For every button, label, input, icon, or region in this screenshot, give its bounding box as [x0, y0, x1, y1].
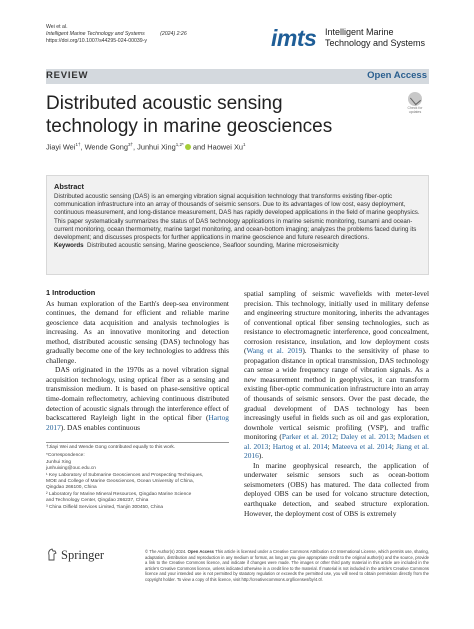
body-text: DAS originated in the 1970s as a novel vibration signal acquisition technology, using optical fiber as a sensing and transmission medium. It is based on phase-sensitive optical time-domain reflectometry, achieving continuous distributed detection of acoustic signals through the interference effect of backscattered Rayleigh light in the optical fiber (: [46, 365, 229, 423]
body-text: ).: [258, 451, 264, 461]
header-volume: (2024) 2:26: [160, 31, 187, 37]
body-text: ). Thanks to the sensitivity of phase to propagation distance in optical transmission, DAS technology can sense a wide frequency range of vibration signals. As a new measurement method in geophysics, it can transform existing fiber-optic communication infrastructure into an array of thousands of seismic sensors. Over the past decade, the gradual development of DAS technology has been increasingly useful in fields such as oil and gas exploration, downhole vertical seismic profiling (VSP), and traffic monitoring (: [244, 346, 429, 442]
body-paragraph: [244, 289, 429, 461]
author-name[interactable]: Junhui Xing: [137, 142, 176, 152]
body-paragraph: [46, 365, 229, 432]
check-for-updates-label-line1: Check for: [407, 106, 423, 110]
citation-separator: ;: [393, 432, 398, 442]
citation-link[interactable]: Wang et al. 2019: [246, 346, 303, 356]
header-authors: Wei et al.: [46, 24, 68, 30]
footnote-correspondence-name: Junhui Xing: [46, 459, 72, 465]
footnote-affiliation: and Technology Center, Qingdao 266237, China: [46, 498, 149, 504]
body-paragraph: As human exploration of the Earth's deep-sea environment continues, the demand for efficient and reliable marine geoscience data acquisition and analysis technologies is increasing. As an innovative monitoring and detection method, distributed acoustic sensing (DAS) technology has gradually become one of the key technologies to address this challenge.: [46, 298, 229, 365]
author-conjunction: and: [192, 142, 206, 152]
footnotes: [46, 442, 229, 511]
citation-link[interactable]: Hartog et al. 2014: [272, 441, 328, 451]
check-for-updates-icon: [408, 92, 422, 106]
section-heading-introduction: 1 Introduction: [46, 288, 96, 297]
author-affiliation: 1: [243, 142, 246, 147]
footnote-affiliation: Qingdao 266100, China: [46, 485, 97, 491]
running-header: [46, 24, 187, 45]
publisher-logo: [46, 548, 136, 562]
citation-link[interactable]: Parker et al. 2012: [281, 432, 337, 442]
keywords-list: Distributed acoustic sensing, Marine geoscience, Seafloor sounding, Marine microseismicity: [87, 242, 339, 250]
header-doi-link[interactable]: https://doi.org/10.1007/s44295-024-00039-y: [46, 38, 147, 44]
license-open-access: Open Access: [187, 549, 215, 554]
article-type-banner: [46, 69, 429, 84]
abstract-box: [46, 175, 429, 275]
footnote-affiliation: MOE and College of Marine Geosciences, Ocean University of China,: [46, 479, 194, 485]
author-name[interactable]: Jiayi Wei: [46, 142, 76, 152]
citation-separator: ;: [268, 441, 273, 451]
body-text: spatial sampling of seismic wavefields with meter-level precision. This technology, initially used in military defense and engineering structure monitoring, inherits the advantages of conventional optical fiber sensing technologies, such as resistance to electromagnetic interference, good concealment, corrosion resistance, insulation, and low deployment costs (: [244, 289, 429, 356]
header-journal-row: [46, 31, 187, 38]
springer-horse-icon: [46, 548, 58, 561]
author-separator: ,: [80, 142, 83, 152]
citation-separator: ;: [391, 441, 397, 451]
header-journal: Intelligent Marine Technology and Systems: [46, 31, 145, 37]
citation-separator: ;: [336, 432, 341, 442]
journal-logo: [271, 25, 439, 53]
journal-logo-name: [325, 27, 425, 49]
journal-logo-name-line1: Intelligent Marine: [325, 27, 394, 37]
citation-link[interactable]: Hartog 2017: [46, 413, 229, 432]
footnote-equal-contribution: †Jiayi Wei and Wende Gong contributed equally to this work.: [46, 445, 176, 450]
keywords-label: Keywords: [54, 242, 84, 250]
article-type-label: REVIEW: [46, 70, 89, 81]
footnote-correspondence-email[interactable]: junhuixing@ouc.edu.cn: [46, 466, 96, 472]
abstract-heading: Abstract: [54, 182, 84, 191]
body-paragraph: In marine geophysical research, the application of underwater seismic sensors such as ocean-bottom seismometers (OBS) has matured. The data collected from deployed OBS can be used for volcano structure detection, earthquake detection, and seabed structure exploration. However, the deployment cost of OBS is extremely: [244, 460, 429, 518]
author-name[interactable]: Haowei Xu: [207, 142, 243, 152]
body-column-right: [244, 289, 429, 518]
orcid-icon[interactable]: [185, 144, 191, 150]
citation-separator: ;: [327, 441, 332, 451]
abstract-text: Distributed acoustic sensing (DAS) is an emerging vibration signal acquisition technology that transforms existing fiber-optic communication infrastructure into an array of thousands of seismic sensors. Due to its advantages of low cost, easy deployment, continuous measurement, and long-distance measurement, DAS has rapidly developed applications in the field of marine geophysics. This paper systematically summarizes the status of DAS technology applications in marine seismic monitoring, tsunami and ocean-current monitoring, ocean thermometry, marine target monitoring, and ocean-bottom imaging; analyzes the problems faced during its development; and discusses prospects for further applications in marine geoscience and future research directions.: [54, 193, 420, 242]
author-name[interactable]: Wende Gong: [84, 142, 128, 152]
check-for-updates-button[interactable]: [404, 92, 426, 116]
license-body: This article is licensed under a Creative Commons Attribution 4.0 International License, which permits use, sharing, adaptation, distribution and reproduction in any medium or format, as long as you give appropriate credit to the original author(s) and the source, provide a link to the Creative Commons licence, and indicate if changes were made. The images or other third party material in this article are included in the article's Creative Commons licence, unless indicated otherwise in a credit line to the material. If material is not included in the article's Creative Commons licence and your intended use is not permitted by statutory regulation or exceeds the permitted use, you will need to obtain permission directly from the copyright holder. To view a copy of this licence, visit http://creativecommons.org/licenses/by/4.0/.: [145, 549, 429, 582]
citation-link[interactable]: Mateeva et al. 2014: [332, 441, 392, 451]
check-for-updates-label-line2: updates: [408, 110, 422, 114]
open-access-label: Open Access: [367, 70, 427, 81]
citation-link[interactable]: Madsen et al. 2013: [244, 432, 429, 451]
author-affiliation: 3†: [128, 142, 134, 147]
author-affiliation: 1,2*: [175, 142, 184, 147]
footnote-affiliation: ³ China Oilfield Services Limited, Tianjin 300450, China: [46, 504, 164, 510]
body-column-left: [46, 288, 229, 432]
footnote-affiliation: ¹ Key Laboratory of Submarine Geosciences and Prospecting Techniques,: [46, 472, 204, 478]
publisher-name: Springer: [61, 548, 105, 562]
citation-link[interactable]: Jiang et al. 2016: [244, 441, 429, 461]
check-for-updates-label: [404, 106, 426, 114]
keywords: [54, 242, 421, 250]
license-copyright: © The Author(s) 2024.: [145, 549, 188, 554]
license-text: [145, 549, 429, 582]
journal-logo-mark: imts: [271, 25, 317, 51]
journal-logo-name-line2: Technology and Systems: [325, 38, 426, 48]
footnote-affiliation: ² Laboratory for Marine Mineral Resources, Qingdao Marine Science: [46, 491, 192, 497]
citation-link[interactable]: Daley et al. 2013: [340, 432, 394, 442]
article-title: Distributed acoustic sensing technology in marine geosciences: [46, 93, 333, 137]
author-separator: ,: [133, 142, 136, 152]
author-list: [46, 142, 246, 151]
author-affiliation: 1†: [75, 142, 81, 147]
body-text: ). DAS enables continuous: [60, 422, 141, 432]
footnote-correspondence-label: *Correspondence:: [46, 453, 85, 459]
